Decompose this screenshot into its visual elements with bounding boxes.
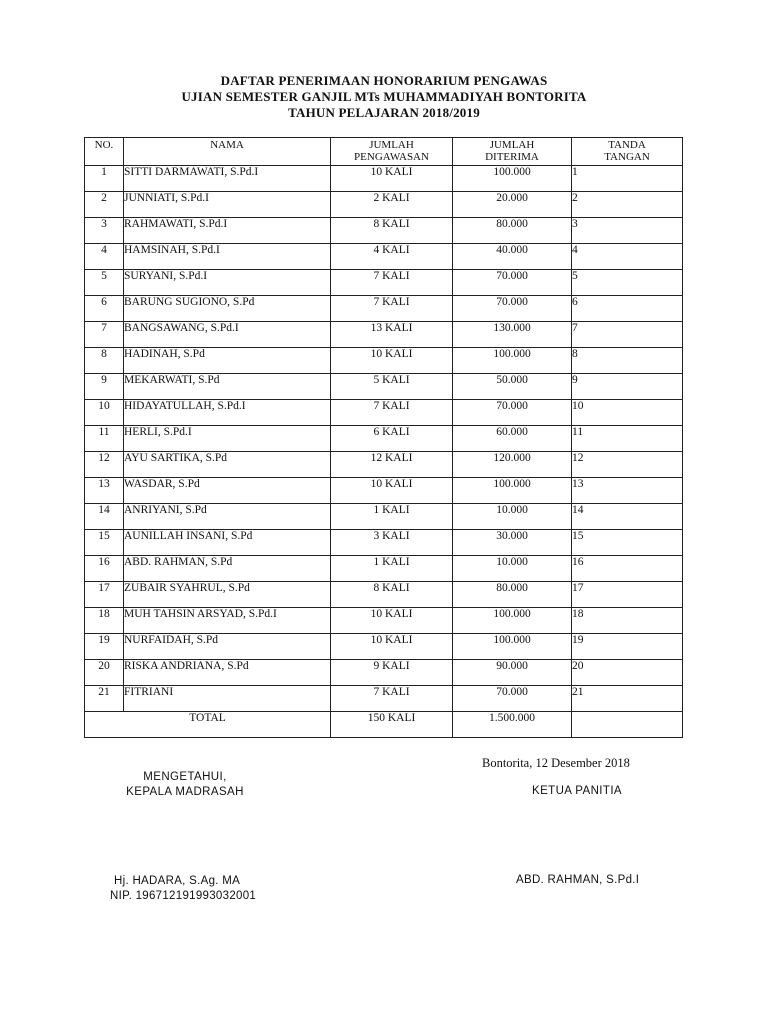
row-jumlah-pengawasan: 7 KALI (331, 400, 453, 426)
row-jumlah-pengawasan: 1 KALI (331, 504, 453, 530)
row-nama: RISKA ANDRIANA, S.Pd (124, 660, 331, 686)
header-jumlah-pengawasan-line-1: JUMLAH (369, 139, 414, 151)
table-row (85, 400, 683, 426)
table-row (85, 452, 683, 478)
document-title-line-2: UJIAN SEMESTER GANJIL MTs MUHAMMADIYAH BONTORITA (181, 89, 587, 104)
row-jumlah-diterima: 100.000 (453, 348, 572, 374)
row-jumlah-diterima: 10.000 (453, 556, 572, 582)
row-no: 8 (85, 348, 124, 374)
row-jumlah-diterima: 30.000 (453, 530, 572, 556)
row-tanda-tangan: 20 (572, 660, 683, 686)
row-no: 2 (85, 192, 124, 218)
row-jumlah-pengawasan: 12 KALI (331, 452, 453, 478)
total-diterima: 1.500.000 (453, 712, 572, 738)
table-body (85, 166, 683, 712)
document-title-line-1: DAFTAR PENERIMAAN HONORARIUM PENGAWAS (220, 73, 548, 88)
row-jumlah-diterima: 100.000 (453, 166, 572, 192)
row-no: 12 (85, 452, 124, 478)
row-jumlah-pengawasan: 10 KALI (331, 348, 453, 374)
row-jumlah-pengawasan: 13 KALI (331, 322, 453, 348)
row-nama: BARUNG SUGIONO, S.Pd (124, 296, 331, 322)
table-row (85, 608, 683, 634)
row-tanda-tangan: 17 (572, 582, 683, 608)
table-row (85, 504, 683, 530)
row-nama: HIDAYATULLAH, S.Pd.I (124, 400, 331, 426)
header-tanda-tangan-line-2: TANGAN (604, 151, 650, 163)
row-jumlah-pengawasan: 7 KALI (331, 270, 453, 296)
row-jumlah-diterima: 130.000 (453, 322, 572, 348)
row-tanda-tangan: 8 (572, 348, 683, 374)
table-row (85, 322, 683, 348)
row-no: 18 (85, 608, 124, 634)
row-nama: HERLI, S.Pd.I (124, 426, 331, 452)
table-row (85, 244, 683, 270)
table-row (85, 166, 683, 192)
row-tanda-tangan: 19 (572, 634, 683, 660)
row-tanda-tangan: 11 (572, 426, 683, 452)
kepala-name: Hj. HADARA, S.Ag. MA (114, 875, 241, 887)
row-jumlah-diterima: 80.000 (453, 218, 572, 244)
row-no: 14 (85, 504, 124, 530)
row-nama: ABD. RAHMAN, S.Pd (124, 556, 331, 582)
row-no: 15 (85, 530, 124, 556)
table-row (85, 270, 683, 296)
row-tanda-tangan: 6 (572, 296, 683, 322)
row-nama: JUNNIATI, S.Pd.I (124, 192, 331, 218)
row-jumlah-pengawasan: 4 KALI (331, 244, 453, 270)
row-nama: WASDAR, S.Pd (124, 478, 331, 504)
row-jumlah-diterima: 70.000 (453, 400, 572, 426)
row-jumlah-pengawasan: 7 KALI (331, 296, 453, 322)
row-no: 21 (85, 686, 124, 712)
ketua-panitia-title: KETUA PANITIA (532, 785, 622, 797)
row-jumlah-diterima: 70.000 (453, 686, 572, 712)
row-tanda-tangan: 21 (572, 686, 683, 712)
table-row (85, 426, 683, 452)
row-nama: BANGSAWANG, S.Pd.I (124, 322, 331, 348)
row-tanda-tangan: 3 (572, 218, 683, 244)
ketua-name: ABD. RAHMAN, S.Pd.I (516, 874, 640, 886)
table-row (85, 660, 683, 686)
header-no (85, 138, 124, 166)
row-nama: MEKARWATI, S.Pd (124, 374, 331, 400)
row-jumlah-diterima: 10.000 (453, 504, 572, 530)
row-no: 3 (85, 218, 124, 244)
row-tanda-tangan: 9 (572, 374, 683, 400)
row-nama: MUH TAHSIN ARSYAD, S.Pd.I (124, 608, 331, 634)
row-jumlah-diterima: 100.000 (453, 634, 572, 660)
row-no: 10 (85, 400, 124, 426)
document-title-line-3: TAHUN PELAJARAN 2018/2019 (288, 105, 480, 120)
header-jumlah-diterima (453, 138, 572, 166)
header-jumlah-diterima-line-2: DITERIMA (485, 151, 539, 163)
row-no: 9 (85, 374, 124, 400)
row-jumlah-diterima: 120.000 (453, 452, 572, 478)
header-tanda-tangan-line-1: TANDA (608, 139, 646, 151)
row-jumlah-diterima: 90.000 (453, 660, 572, 686)
table-row (85, 348, 683, 374)
total-tanda-tangan (572, 712, 683, 738)
row-jumlah-pengawasan: 8 KALI (331, 582, 453, 608)
row-jumlah-pengawasan: 10 KALI (331, 608, 453, 634)
row-tanda-tangan: 13 (572, 478, 683, 504)
total-row (85, 712, 683, 738)
kepala-block (110, 770, 260, 800)
table-row (85, 218, 683, 244)
row-tanda-tangan: 18 (572, 608, 683, 634)
row-jumlah-diterima: 50.000 (453, 374, 572, 400)
row-jumlah-pengawasan: 10 KALI (331, 478, 453, 504)
row-no: 16 (85, 556, 124, 582)
row-tanda-tangan: 15 (572, 530, 683, 556)
table-row (85, 296, 683, 322)
kepala-signature-block (110, 874, 256, 904)
table-row (85, 634, 683, 660)
header-jumlah-pengawasan-line-2: PENGAWASAN (354, 151, 429, 163)
row-tanda-tangan: 16 (572, 556, 683, 582)
row-no: 4 (85, 244, 124, 270)
row-tanda-tangan: 7 (572, 322, 683, 348)
row-jumlah-pengawasan: 3 KALI (331, 530, 453, 556)
row-tanda-tangan: 10 (572, 400, 683, 426)
row-no: 5 (85, 270, 124, 296)
table-row (85, 582, 683, 608)
table-row (85, 192, 683, 218)
row-tanda-tangan: 4 (572, 244, 683, 270)
row-jumlah-diterima: 70.000 (453, 270, 572, 296)
table-row (85, 686, 683, 712)
table-row (85, 374, 683, 400)
row-jumlah-diterima: 40.000 (453, 244, 572, 270)
total-pengawasan: 150 KALI (331, 712, 453, 738)
row-no: 7 (85, 322, 124, 348)
row-nama: SURYANI, S.Pd.I (124, 270, 331, 296)
kepala-madrasah-title: KEPALA MADRASAH (126, 786, 244, 798)
row-tanda-tangan: 1 (572, 166, 683, 192)
kepala-nip: NIP. 196712191993032001 (110, 890, 257, 902)
row-nama: AUNILLAH INSANI, S.Pd (124, 530, 331, 556)
row-jumlah-pengawasan: 2 KALI (331, 192, 453, 218)
row-jumlah-pengawasan: 8 KALI (331, 218, 453, 244)
row-nama: ZUBAIR SYAHRUL, S.Pd (124, 582, 331, 608)
row-jumlah-pengawasan: 1 KALI (331, 556, 453, 582)
header-jumlah-pengawasan (331, 138, 453, 166)
row-no: 17 (85, 582, 124, 608)
row-no: 6 (85, 296, 124, 322)
mengetahui-label: MENGETAHUI, (143, 771, 227, 783)
row-jumlah-diterima: 100.000 (453, 478, 572, 504)
row-jumlah-pengawasan: 10 KALI (331, 166, 453, 192)
row-jumlah-diterima: 100.000 (453, 608, 572, 634)
row-nama: HAMSINAH, S.Pd.I (124, 244, 331, 270)
header-tanda-tangan (572, 138, 683, 166)
row-no: 20 (85, 660, 124, 686)
row-nama: ANRIYANI, S.Pd (124, 504, 331, 530)
row-nama: AYU SARTIKA, S.Pd (124, 452, 331, 478)
row-tanda-tangan: 12 (572, 452, 683, 478)
row-nama: NURFAIDAH, S.Pd (124, 634, 331, 660)
honorarium-table (84, 137, 683, 738)
header-nama (124, 138, 331, 166)
row-nama: HADINAH, S.Pd (124, 348, 331, 374)
row-tanda-tangan: 5 (572, 270, 683, 296)
row-jumlah-diterima: 20.000 (453, 192, 572, 218)
row-jumlah-pengawasan: 9 KALI (331, 660, 453, 686)
row-nama: FITRIANI (124, 686, 331, 712)
header-jumlah-diterima-line-1: JUMLAH (489, 139, 535, 151)
row-no: 11 (85, 426, 124, 452)
row-tanda-tangan: 14 (572, 504, 683, 530)
total-label: TOTAL (85, 712, 331, 738)
table-row (85, 478, 683, 504)
row-jumlah-pengawasan: 5 KALI (331, 374, 453, 400)
row-jumlah-diterima: 80.000 (453, 582, 572, 608)
row-jumlah-pengawasan: 7 KALI (331, 686, 453, 712)
row-tanda-tangan: 2 (572, 192, 683, 218)
row-jumlah-diterima: 60.000 (453, 426, 572, 452)
row-jumlah-pengawasan: 6 KALI (331, 426, 453, 452)
signing-date: Bontorita, 12 Desember 2018 (482, 756, 630, 770)
row-nama: SITTI DARMAWATI, S.Pd.I (124, 166, 331, 192)
row-no: 1 (85, 166, 124, 192)
table-header-row (85, 138, 683, 166)
row-no: 19 (85, 634, 124, 660)
row-no: 13 (85, 478, 124, 504)
table-row (85, 530, 683, 556)
table-row (85, 556, 683, 582)
header-nama-label: NAMA (210, 139, 244, 151)
header-no-label: NO. (94, 139, 114, 151)
row-nama: RAHMAWATI, S.Pd.I (124, 218, 331, 244)
row-jumlah-pengawasan: 10 KALI (331, 634, 453, 660)
row-jumlah-diterima: 70.000 (453, 296, 572, 322)
